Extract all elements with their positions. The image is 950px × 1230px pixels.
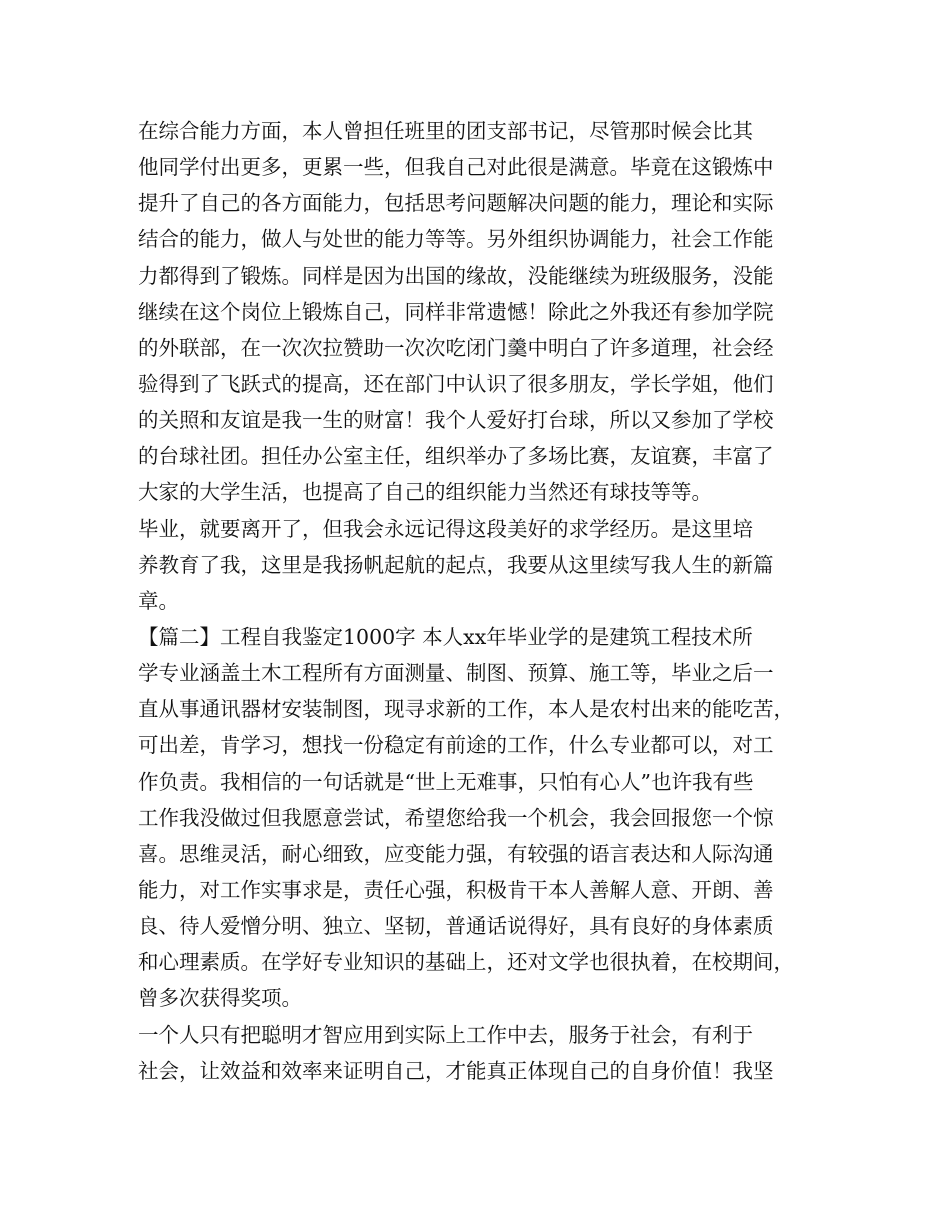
- text-line: 能力，对工作实事求是，责任心强，积极肯干本人善解人意、开朗、善: [138, 877, 774, 902]
- text-line: 可出差，肯学习，想找一份稳定有前途的工作，什么专业都可以，对工: [138, 733, 774, 758]
- text-line: 力都得到了锻炼。同样是因为出国的缘故，没能继续为班级服务，没能: [138, 263, 774, 288]
- text-line: 结合的能力，做人与处世的能力等等。另外组织协调能力，社会工作能: [138, 227, 774, 252]
- text-line: 曾多次获得奖项。: [138, 986, 302, 1011]
- text-line: 毕业，就要离开了，但我会永远记得这段美好的求学经历。是这里培: [138, 516, 753, 541]
- text-line: 的外联部，在一次次拉赞助一次次吃闭门羹中明白了许多道理，社会经: [138, 335, 774, 360]
- text-line: 一个人只有把聪明才智应用到实际上工作中去，服务于社会，有利于: [138, 1022, 753, 1047]
- text-line: 继续在这个岗位上锻炼自己，同样非常遗憾！除此之外我还有参加学院: [138, 299, 774, 324]
- text-line: 工作我没做过但我愿意尝试，希望您给我一个机会，我会回报您一个惊: [138, 805, 774, 830]
- text-line: 的关照和友谊是我一生的财富！我个人爱好打台球，所以又参加了学校: [138, 408, 774, 433]
- text-line: 在综合能力方面，本人曾担任班里的团支部书记，尽管那时候会比其: [138, 119, 753, 143]
- text-line: 良、待人爱憎分明、独立、坚韧，普通话说得好，具有良好的身体素质: [138, 914, 774, 939]
- text-line: 直从事通讯器材安装制图，现寻求新的工作，本人是农村出来的能吃苦，: [138, 697, 794, 722]
- text-line: 大家的大学生活，也提高了自己的组织能力当然还有球技等等。: [138, 480, 712, 505]
- text-line: 章。: [138, 588, 179, 613]
- text-line: 喜。思维灵活，耐心细致，应变能力强，有较强的语言表达和人际沟通: [138, 841, 774, 866]
- document-body: [138, 113, 828, 1089]
- text-line: 验得到了飞跃式的提高，还在部门中认识了很多朋友，学长学姐，他们: [138, 371, 774, 396]
- text-line: 作负责。我相信的一句话就是“世上无难事，只怕有心人”也许我有些: [138, 769, 754, 794]
- text-line: 社会，让效益和效率来证明自己，才能真正体现自己的自身价值！我坚: [138, 1058, 774, 1083]
- text-line: 养教育了我，这里是我扬帆起航的起点，我要从这里续写我人生的新篇: [138, 552, 774, 577]
- text-line: 提升了自己的各方面能力，包括思考问题解决问题的能力，理论和实际: [138, 191, 774, 216]
- text-line: 和心理素质。在学好专业知识的基础上，还对文学也很执着，在校期间，: [138, 950, 794, 975]
- text-line: 的台球社团。担任办公室主任，组织举办了多场比赛，友谊赛，丰富了: [138, 444, 774, 469]
- text-line: 学专业涵盖土木工程所有方面测量、制图、预算、施工等，毕业之后一: [138, 661, 774, 686]
- text-line: 他同学付出更多，更累一些，但我自己对此很是满意。毕竟在这锻炼中: [138, 155, 774, 180]
- section-heading-line: 【篇二】工程自我鉴定1000字 本人xx年毕业学的是建筑工程技术所: [138, 624, 753, 649]
